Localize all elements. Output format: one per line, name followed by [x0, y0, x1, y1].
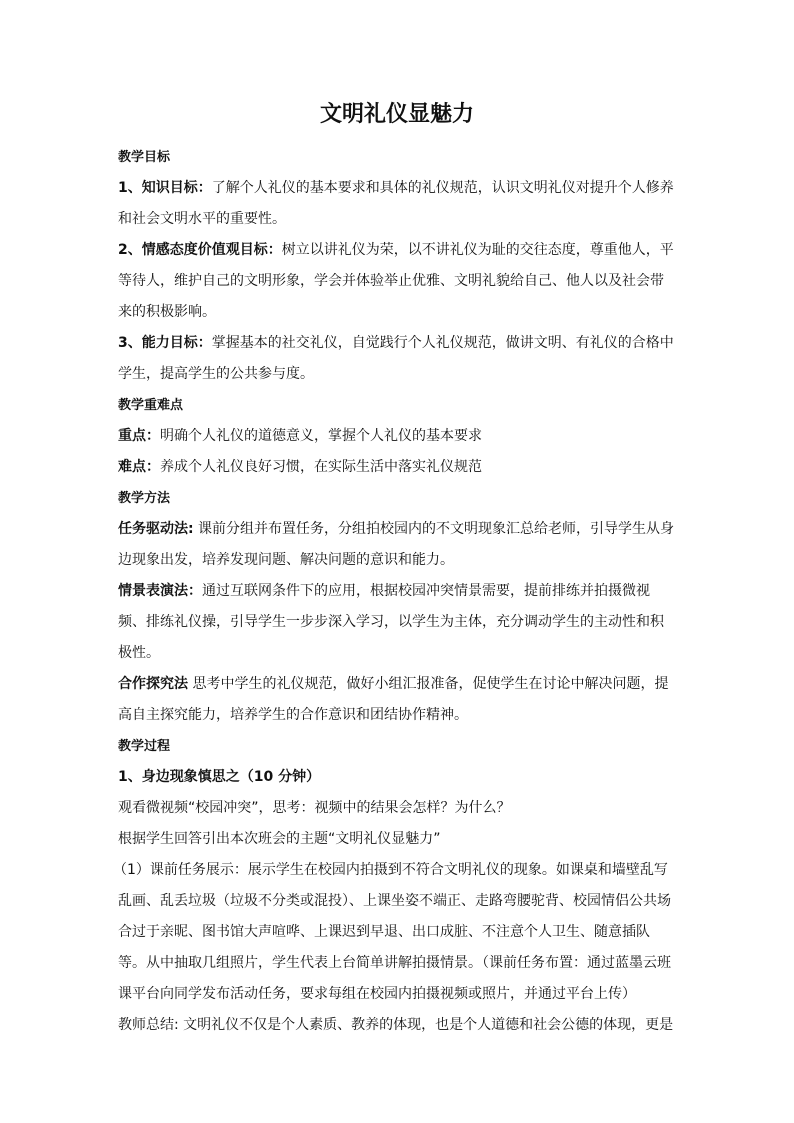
keypoint-label: 难点：: [118, 459, 160, 475]
keypoint-item-key: [118, 421, 676, 452]
goal-label: 1、知识目标：: [118, 180, 212, 196]
summary-label: 教师总结:: [118, 1017, 179, 1033]
process-paragraph: 根据学生回答引出本次班会的主题“文明礼仪显魅力”: [118, 831, 441, 847]
page-title: 文明礼仪显魅力: [319, 102, 474, 127]
method-item-task: [118, 514, 676, 576]
method-label: 任务驱动法:: [118, 521, 194, 537]
process-step-heading: 1、身边现象慎思之（10 分钟）: [118, 769, 321, 785]
method-label: 合作探究法: [118, 676, 188, 692]
method-text: 思考中学生的礼仪规范，做好小组汇报准备，促使学生在讨论中解决问题，提高自主探究能力，培养学生的合作意识和团结协作精神。: [118, 676, 669, 723]
goal-label: 3、能力目标：: [118, 335, 212, 351]
process-paragraph: （1）课前任务展示：展示学生在校园内拍摄到不符合文明礼仪的现象。如课桌和墙壁乱写乱画、乱丢垃圾（垃圾不分类或混投）、上课坐姿不端正、走路弯腰驼背、校园情侣公共场合过于亲昵、图书馆大声喧哗、上课迟到早退、出口成脏、不注意个人卫生、随意插队等。从中抽取几组照片，学生代表上台简单讲解拍摄情景。（课前任务布置：通过蓝墨云班课平台向同学发布活动任务，要求每组在校园内拍摄视频或照片，并通过平台上传）: [113, 862, 671, 1002]
goal-item-attitude: [118, 235, 676, 328]
section-heading-process: 教学过程: [118, 739, 171, 754]
method-text: 通过互联网条件下的应用，根据校园冲突情景需要，提前排练并拍摄微视频、排练礼仪操，引导学生一步步深入学习，以学生为主体，充分调动学生的主动性和积极性。: [118, 583, 664, 661]
goal-item-ability: [118, 328, 676, 390]
method-label: 情景表演法：: [118, 583, 202, 599]
teacher-summary: [118, 1010, 676, 1041]
goal-text: 树立以讲礼仪为荣，以不讲礼仪为耻的交往态度，尊重他人，平等待人，维护自己的文明形象，学会并体验举止优雅、文明礼貌给自己、他人以及社会带来的积极影响。: [118, 242, 674, 320]
keypoint-label: 重点：: [118, 428, 160, 444]
goal-text: 了解个人礼仪的基本要求和具体的礼仪规范，认识文明礼仪对提升个人修养和社会文明水平的重要性。: [118, 180, 674, 227]
summary-text: 文明礼仪不仅是个人素质、教养的体现，也是个人道德和社会公德的体现，更是: [178, 1017, 674, 1033]
goal-item-knowledge: [118, 173, 676, 235]
goal-label: 2、情感态度价值观目标：: [118, 242, 282, 258]
section-heading-goals: 教学目标: [118, 150, 171, 165]
goal-text: 掌握基本的社交礼仪，自觉践行个人礼仪规范，做讲文明、有礼仪的合格中学生，提高学生的公共参与度。: [118, 335, 674, 382]
method-item-scene: [118, 576, 676, 669]
section-heading-keypoints: 教学重难点: [118, 398, 184, 413]
process-paragraph: 观看微视频“校园冲突”，思考：视频中的结果会怎样？为什么？: [118, 800, 511, 816]
method-item-cooperation: [118, 669, 676, 731]
method-text: 课前分组并布置任务，分组拍校园内的不文明现象汇总给老师，引导学生从身边现象出发，培养发现问题、解决问题的意识和能力。: [118, 521, 675, 568]
keypoint-text: 养成个人礼仪良好习惯，在实际生活中落实礼仪规范: [160, 459, 482, 475]
keypoint-item-difficulty: [118, 452, 676, 483]
keypoint-text: 明确个人礼仪的道德意义，掌握个人礼仪的基本要求: [160, 428, 482, 444]
section-heading-methods: 教学方法: [118, 491, 171, 506]
